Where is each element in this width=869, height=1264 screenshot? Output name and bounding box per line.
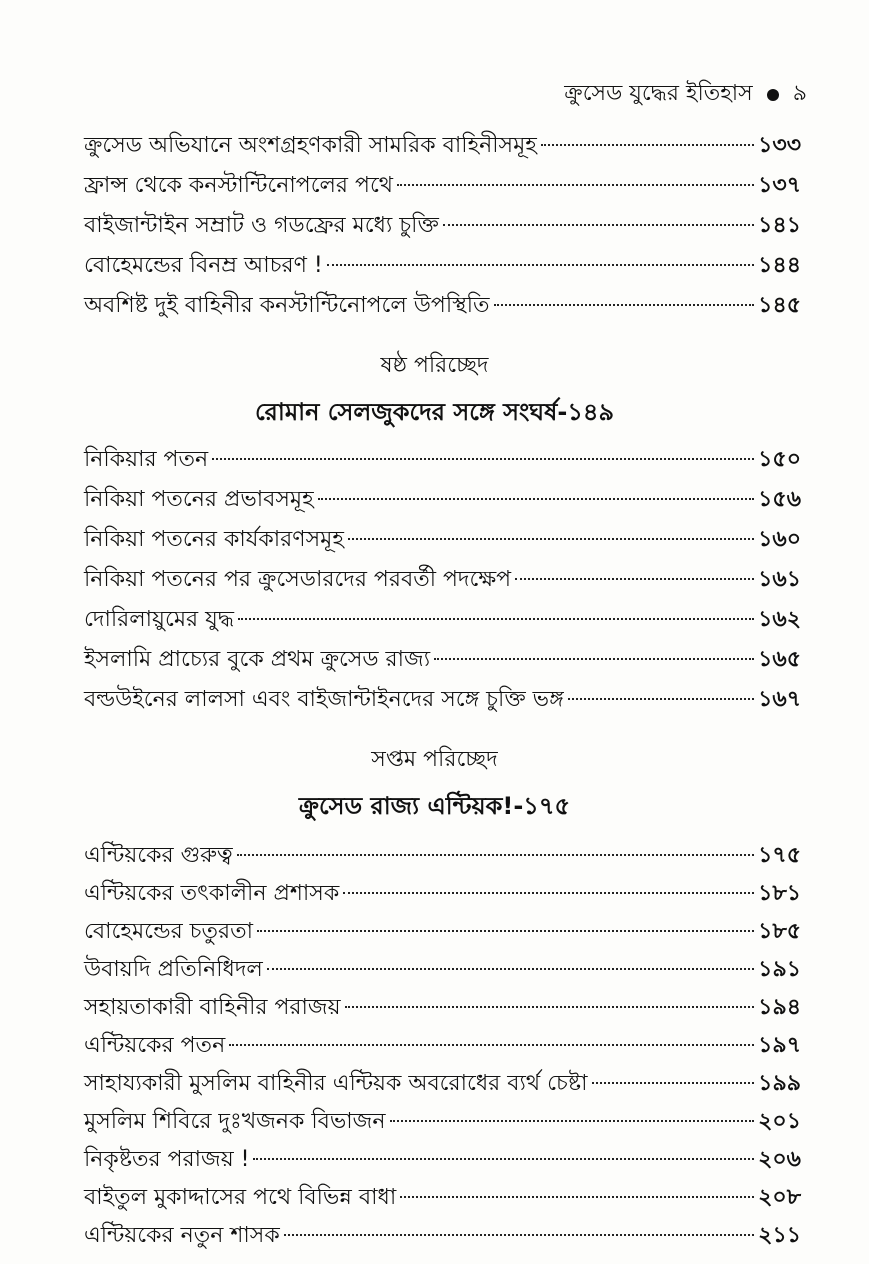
toc-entry [84, 914, 801, 951]
toc-entry-page: ১৪৫ [758, 293, 801, 318]
toc-entry-page: ১৭৫ [758, 843, 801, 868]
toc-entry-page: ২০১ [758, 1109, 801, 1134]
toc-entry-page: ১৫৬ [758, 487, 801, 512]
toc-entry [84, 1180, 801, 1217]
toc-entry [84, 990, 801, 1027]
page-number: ৯ [792, 81, 807, 106]
leader-dots [257, 930, 754, 932]
leader-dots [253, 1158, 754, 1160]
toc-entry [84, 642, 801, 679]
leader-dots [237, 854, 754, 856]
toc-entry-page: ১৪১ [758, 213, 801, 238]
leader-dots [541, 144, 754, 146]
toc-entry-label: বোহেমন্ডের চতুরতা [84, 919, 254, 944]
toc-entry-label: বোহেমন্ডের বিনম্র আচরণ ! [84, 253, 323, 278]
toc-entry [84, 1142, 801, 1179]
leader-dots [229, 1044, 754, 1046]
leader-dots [327, 264, 754, 266]
toc-entry-label: এন্টিয়কের তৎকালীন প্রশাসক [84, 881, 340, 906]
toc-entry [84, 208, 801, 245]
toc-entry-label: নিকিয়ার পতন [84, 447, 209, 472]
toc-entry [84, 682, 801, 719]
toc-entry-label: নিকিয়া পতনের পর ক্রুসেডারদের পরবর্তী পদক্ষেপ [84, 567, 512, 592]
toc-entry-label: এন্টিয়কের নতুন শাসক [84, 1223, 280, 1248]
leader-dots [397, 184, 754, 186]
toc-entry-page: ১৬৭ [758, 687, 801, 712]
leader-dots [212, 458, 754, 460]
leader-dots [494, 304, 755, 306]
toc-entry-page: ১৩৩ [758, 133, 801, 158]
toc-entry-page: ২০৮ [758, 1185, 801, 1210]
toc-entry-page: ১৮১ [758, 881, 801, 906]
chapter-label: সপ্তম পরিচ্ছেদ [371, 747, 498, 772]
toc-entry-label: নিকিয়া পতনের কার্যকারণসমূহ [84, 527, 344, 552]
toc-entry-label: উবায়দি প্রতিনিধিদল [84, 957, 263, 982]
toc-entry-label: সাহায্যকারী মুসলিম বাহিনীর এন্টিয়ক অবরোধের ব্যর্থ চেষ্টা [84, 1071, 588, 1096]
toc-entry-page: ১৮৫ [758, 919, 801, 944]
toc-entry [84, 248, 801, 285]
toc-entry [84, 1218, 801, 1255]
toc-entry-label: সহায়তাকারী বাহিনীর পরাজয় [84, 995, 341, 1020]
toc-entry-page: ১৯১ [758, 957, 801, 982]
toc-entry [84, 1066, 801, 1103]
leader-dots [568, 698, 754, 700]
toc-entry [84, 602, 801, 639]
leader-dots [434, 658, 754, 660]
toc-entry [84, 482, 801, 519]
toc-entry [84, 522, 801, 559]
chapter-label: ষষ্ঠ পরিচ্ছেদ [380, 353, 489, 378]
toc-entry-label: নিকিয়া পতনের প্রভাবসমূহ [84, 487, 314, 512]
chapter-title: ক্রুসেড রাজ্য এন্টিয়ক!-১৭৫ [298, 792, 571, 820]
toc-entry-page: ২০৬ [758, 1147, 801, 1172]
toc-entry [84, 128, 801, 165]
toc-entry-page: ১৯৯ [758, 1071, 801, 1096]
chapter-title: রোমান সেলজুকদের সঙ্গে সংঘর্ষ-১৪৯ [254, 398, 615, 426]
toc-entry-label: বাইতুল মুকাদ্দাসের পথে বিভিন্ন বাধা [84, 1185, 397, 1210]
leader-dots [267, 968, 754, 970]
leader-dots [318, 498, 754, 500]
toc-entry [84, 838, 801, 875]
toc-entry [84, 562, 801, 599]
toc-entry-page: ১৬২ [758, 607, 801, 632]
leader-dots [343, 892, 754, 894]
leader-dots [284, 1234, 754, 1236]
toc-entry [84, 288, 801, 325]
book-title: ক্রুসেড যুদ্ধের ইতিহাস [564, 81, 753, 106]
toc-entry-label: ফ্রান্স থেকে কনস্টান্টিনোপলের পথে [84, 173, 394, 198]
toc-entry-page: ১৪৪ [758, 253, 801, 278]
toc-entry-label: বাইজান্টাইন সম্রাট ও গডফ্রের মধ্যে চুক্তি [84, 213, 439, 238]
toc-entry-label: এন্টিয়কের পতন [84, 1033, 226, 1058]
toc-entry-label: নিকৃষ্টতর পরাজয় ! [84, 1147, 250, 1172]
leader-dots [348, 538, 754, 540]
toc-entry-label: ইসলামি প্রাচ্যের বুকে প্রথম ক্রুসেড রাজ্য [84, 647, 431, 672]
toc-entry-label: দোরিলায়ুমের যুদ্ধ [84, 607, 234, 632]
toc-entry-page: ১৬০ [758, 527, 801, 552]
toc-entry-page: ১৩৭ [758, 173, 801, 198]
toc-entry-page: ১৯৭ [758, 1033, 801, 1058]
leader-dots [390, 1120, 755, 1122]
bullet-icon [767, 89, 779, 101]
toc-entry-page: ১৯৪ [758, 995, 801, 1020]
toc-entry [84, 952, 801, 989]
toc-entry-page: ১৬৫ [758, 647, 801, 672]
toc-entry-label: বল্ডউইনের লালসা এবং বাইজান্টাইনদের সঙ্গে চুক্তি ভঙ্গ [84, 687, 564, 712]
toc-entry [84, 1104, 801, 1141]
leader-dots [592, 1082, 755, 1084]
toc-entry [84, 876, 801, 913]
toc-entry-page: ১৫০ [758, 447, 801, 472]
toc-entry-label: ক্রুসেড অভিযানে অংশগ্রহণকারী সামরিক বাহিনীসমূহ [84, 133, 537, 158]
leader-dots [345, 1006, 755, 1008]
toc-entry-page: ১৬১ [758, 567, 801, 592]
toc-entry [84, 1028, 801, 1065]
leader-dots [443, 224, 754, 226]
toc-entry-page: ২১১ [758, 1223, 801, 1248]
toc-entry-label: অবশিষ্ট দুই বাহিনীর কনস্টান্টিনোপলে উপস্থিতি [84, 293, 490, 318]
leader-dots [400, 1196, 754, 1198]
toc-entry-label: মুসলিম শিবিরে দুঃখজনক বিভাজন [84, 1109, 386, 1134]
leader-dots [238, 618, 754, 620]
toc-entry [84, 442, 801, 479]
toc-entry [84, 168, 801, 205]
toc-entry-label: এন্টিয়কের গুরুত্ব [84, 843, 233, 868]
running-header [564, 76, 807, 113]
leader-dots [515, 578, 754, 580]
